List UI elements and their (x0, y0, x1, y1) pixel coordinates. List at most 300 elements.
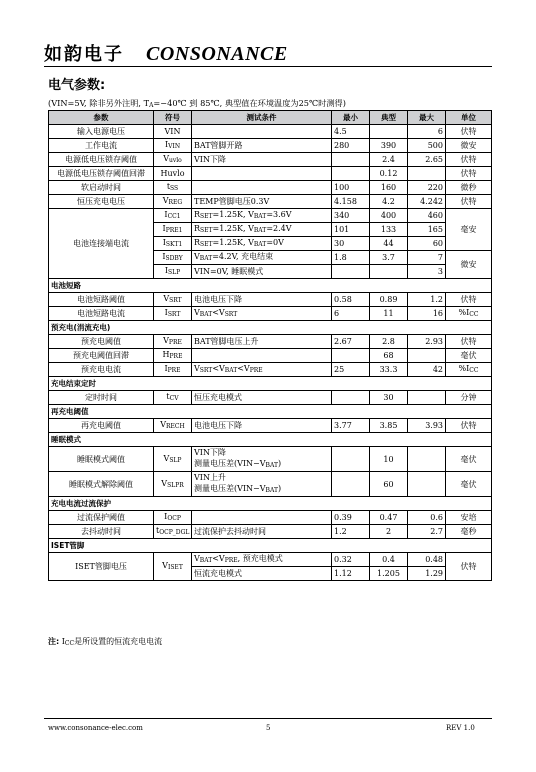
typ-cell: 0.4 (370, 553, 408, 567)
condition-cell (192, 349, 332, 363)
max-cell: 16 (408, 307, 446, 321)
symbol-cell (154, 511, 192, 525)
typ-cell (370, 125, 408, 139)
symbol-cell (154, 195, 192, 209)
header-max: 最大 (408, 111, 446, 125)
cond-line-2-a: 测量电压差(VIN−V (194, 484, 266, 493)
cond-b-sub: PRE (224, 557, 238, 564)
cond-a: R (194, 210, 201, 219)
max-cell: 220 (408, 181, 446, 195)
unit-cell: 毫伏 (446, 349, 492, 363)
symbol-cell (154, 307, 192, 321)
param-cell: 去抖动时间 (49, 525, 154, 539)
param-cell: 睡眠模式解除阈值 (49, 472, 154, 497)
min-cell (332, 391, 370, 405)
symbol-sub: SLPR (167, 481, 184, 489)
symbol-sub: CC1 (167, 213, 181, 220)
param-cell: 电源低电压锁存阈值回滞 (49, 167, 154, 181)
cond-line-2-sub: BAT (265, 487, 278, 494)
table-row (49, 349, 492, 363)
min-cell: 1.8 (332, 251, 370, 265)
page-number: 5 (266, 724, 271, 732)
symbol-cell (154, 223, 192, 237)
footer-website: www.consonance-elec.com (48, 724, 143, 732)
unit-main: %I (458, 308, 470, 317)
param-cell: 定时时间 (49, 391, 154, 405)
max-cell: 0.6 (408, 511, 446, 525)
symbol-cell (154, 237, 192, 251)
typ-cell (370, 265, 408, 279)
param-cell: 恒压充电电压 (49, 195, 154, 209)
max-cell: 500 (408, 139, 446, 153)
unit-cell: 伏特 (446, 125, 492, 139)
symbol-cell (154, 153, 192, 167)
symbol-cell (154, 472, 192, 497)
min-cell: 4.158 (332, 195, 370, 209)
symbol-main: V (163, 294, 170, 303)
min-cell: 30 (332, 237, 370, 251)
symbol-cell (154, 363, 192, 377)
typ-cell: 1.205 (370, 567, 408, 581)
min-cell: 0.32 (332, 553, 370, 567)
unit-cell: 微安 (446, 139, 492, 153)
condition-cell (192, 237, 332, 251)
parameters-table (48, 110, 492, 581)
symbol-sub: CV (169, 395, 179, 402)
symbol-sub: SS (170, 185, 179, 192)
cond-line-1: VIN下降 (194, 448, 226, 457)
condition-cell (192, 223, 332, 237)
symbol-sub: ISET (167, 564, 183, 571)
param-cell: 工作电流 (49, 139, 154, 153)
min-cell (332, 472, 370, 497)
group-label: 睡眠模式 (49, 433, 492, 447)
cond-a-sub: BAT (199, 557, 213, 564)
symbol-sub: PRE1 (165, 227, 183, 234)
unit-cell: 毫安 (446, 209, 492, 251)
symbol-main: I (162, 224, 166, 233)
group-row (49, 377, 492, 391)
condition-cell (192, 307, 332, 321)
unit-cell: 伏特 (446, 167, 492, 181)
min-cell: 280 (332, 139, 370, 153)
symbol-sub: SRT (169, 297, 182, 304)
max-cell: 165 (408, 223, 446, 237)
condition-cell (192, 167, 332, 181)
param-cell: 电池短路电流 (49, 307, 154, 321)
typ-cell: 0.47 (370, 511, 408, 525)
symbol-cell (154, 525, 192, 539)
symbol-sub: OCP (167, 515, 181, 522)
condition-cell: VIN下降 (192, 153, 332, 167)
footnote-text-b: 是所设置的恒流充电电流 (74, 637, 163, 646)
min-cell: 6 (332, 307, 370, 321)
table-row (49, 553, 492, 567)
min-cell: 100 (332, 181, 370, 195)
symbol-sub: SLP (169, 456, 182, 464)
condition-cell (192, 511, 332, 525)
cond-b: =1.25K, V (212, 224, 254, 233)
unit-cell: 伏特 (446, 335, 492, 349)
symbol-sub: PRE (169, 353, 183, 360)
symbol-cell (154, 553, 192, 581)
header-symbol: 符号 (154, 111, 192, 125)
symbol-main: H (162, 350, 170, 359)
group-row (49, 279, 492, 293)
typ-cell: 0.89 (370, 293, 408, 307)
cond-line-2-sub: BAT (265, 462, 278, 469)
symbol-cell (154, 139, 192, 153)
condition-cell: 电池电压下降 (192, 293, 332, 307)
min-cell: 2.67 (332, 335, 370, 349)
symbol-main: I (164, 210, 168, 219)
max-cell: 6 (408, 125, 446, 139)
table-row (49, 391, 492, 405)
cond-a: R (194, 238, 201, 247)
cond-a: V (194, 554, 200, 563)
unit-cell: 毫伏 (446, 472, 492, 497)
header-unit: 单位 (446, 111, 492, 125)
header-divider (44, 66, 492, 67)
cond-b: <V (212, 308, 225, 317)
max-cell: 1.2 (408, 293, 446, 307)
unit-sub: CC (469, 367, 479, 374)
typ-cell: 2.8 (370, 335, 408, 349)
max-cell: 3.93 (408, 419, 446, 433)
typ-cell: 400 (370, 209, 408, 223)
max-cell: 2.7 (408, 525, 446, 539)
condition-cell: BAT管脚电压上升 (192, 335, 332, 349)
conditions-text-b: =−40℃ 到 85℃, 典型值在环境温度为25℃时测得) (153, 98, 346, 108)
group-row (49, 321, 492, 335)
page-header (44, 40, 492, 66)
symbol-main: I (164, 140, 169, 149)
cond-a: R (194, 224, 201, 233)
symbol-main: V (160, 420, 167, 429)
conditions-text-a: (VIN=5V, 除非另外注明, T (48, 98, 150, 108)
max-cell: 2.65 (408, 153, 446, 167)
condition-cell (192, 181, 332, 195)
symbol-cell (154, 419, 192, 433)
min-cell: 1.2 (332, 525, 370, 539)
footnote (48, 636, 162, 647)
cond-b-sub: BAT (253, 213, 267, 220)
unit-main: %I (458, 364, 470, 373)
brand-name-cn: 如韵电子 (44, 44, 124, 65)
header-min: 最小 (332, 111, 370, 125)
min-cell (332, 167, 370, 181)
param-cell: 电源低电压锁存阈值 (49, 153, 154, 167)
table-row (49, 125, 492, 139)
cond-a-sub: SET (200, 213, 213, 220)
footer-divider (44, 718, 492, 719)
param-cell: 输入电源电压 (49, 125, 154, 139)
condition-cell (192, 472, 332, 497)
table-row (49, 181, 492, 195)
cond-line-2 (194, 483, 329, 496)
min-cell (332, 349, 370, 363)
condition-cell: 过流保护去抖动时间 (192, 525, 332, 539)
symbol-main: t (156, 526, 160, 535)
table-row (49, 363, 492, 377)
table-row (49, 307, 492, 321)
min-cell (332, 153, 370, 167)
unit-cell: 分钟 (446, 391, 492, 405)
cond-b-sub: BAT (253, 241, 267, 248)
symbol-sub: SRT (167, 311, 181, 318)
group-row (49, 539, 492, 553)
symbol-cell (154, 265, 192, 279)
footnote-sub: CC (64, 640, 75, 647)
condition-cell (192, 553, 332, 567)
unit-cell: 伏特 (446, 553, 492, 581)
symbol-cell (154, 293, 192, 307)
param-cell: 预充电阈值 (49, 335, 154, 349)
symbol-sub: VIN (168, 143, 181, 150)
condition-cell (192, 209, 332, 223)
unit-cell: 伏特 (446, 419, 492, 433)
symbol-sub: SKT1 (165, 241, 183, 248)
cond-c: , 预充电模式 (237, 554, 283, 563)
cond-b: =1.25K, V (212, 238, 254, 247)
group-row (49, 497, 492, 511)
symbol-main: I (164, 266, 169, 275)
typ-cell: 4.2 (370, 195, 408, 209)
symbol-cell (154, 391, 192, 405)
condition-cell: 恒压充电模式 (192, 391, 332, 405)
table-row (49, 153, 492, 167)
symbol-cell: VIN (154, 125, 192, 139)
min-cell: 340 (332, 209, 370, 223)
cond-a-sub: SRT (199, 367, 213, 374)
symbol-main: V (163, 453, 170, 463)
symbol-main: I (164, 308, 168, 317)
param-cell: ISET管脚电压 (49, 553, 154, 581)
typ-cell: 2.4 (370, 153, 408, 167)
symbol-sub: RECH (166, 423, 185, 430)
table-row (49, 209, 492, 223)
typ-cell: 30 (370, 391, 408, 405)
cond-c: <V (237, 364, 250, 373)
symbol-main: I (164, 364, 168, 373)
typ-cell: 133 (370, 223, 408, 237)
table-row (49, 472, 492, 497)
cond-line-1: VIN上升 (194, 473, 226, 482)
max-cell: 42 (408, 363, 446, 377)
cond-a: V (194, 308, 200, 317)
max-cell: 0.48 (408, 553, 446, 567)
table-row (49, 511, 492, 525)
symbol-sub: SDBY (165, 255, 183, 262)
header-typ: 典型 (370, 111, 408, 125)
min-cell: 25 (332, 363, 370, 377)
unit-cell: 毫伏 (446, 447, 492, 472)
max-cell (408, 447, 446, 472)
max-cell: 4.242 (408, 195, 446, 209)
cond-a: V (194, 252, 200, 261)
cond-line-2-b: ) (277, 459, 282, 468)
condition-cell: 电池电压下降 (192, 419, 332, 433)
symbol-main: V (161, 478, 168, 488)
unit-cell: 微秒 (446, 181, 492, 195)
cond-c: =4.2V, 充电结束 (212, 252, 274, 261)
symbol-main: I (162, 252, 166, 261)
typ-cell: 2 (370, 525, 408, 539)
test-conditions (48, 98, 493, 109)
unit-cell: 伏特 (446, 195, 492, 209)
table-row (49, 525, 492, 539)
param-cell: 软启动时间 (49, 181, 154, 195)
table-row (49, 195, 492, 209)
max-cell: 1.29 (408, 567, 446, 581)
symbol-main: I (164, 512, 168, 521)
cond-b: <V (212, 554, 225, 563)
symbol-main: I (162, 238, 166, 247)
group-label: ISET管脚 (49, 539, 492, 553)
symbol-sub: SLP (168, 269, 181, 276)
cond-c: =2.4V (266, 224, 292, 233)
unit-cell: 伏特 (446, 293, 492, 307)
typ-cell: 160 (370, 181, 408, 195)
typ-cell: 44 (370, 237, 408, 251)
condition-cell (192, 447, 332, 472)
typ-cell: 60 (370, 472, 408, 497)
condition-cell (192, 125, 332, 139)
group-row (49, 405, 492, 419)
min-cell: 1.12 (332, 567, 370, 581)
group-label: 再充电阈值 (49, 405, 492, 419)
cond-b-sub: BAT (253, 227, 267, 234)
typ-cell: 33.3 (370, 363, 408, 377)
typ-cell: 68 (370, 349, 408, 363)
cond-c: =3.6V (266, 210, 292, 219)
unit-cell: 微安 (446, 251, 492, 279)
condition-cell: TEMP管脚电压0.3V (192, 195, 332, 209)
typ-cell: 3.7 (370, 251, 408, 265)
param-cell: 过流保护阈值 (49, 511, 154, 525)
group-label: 充电结束定时 (49, 377, 492, 391)
typ-cell: 3.85 (370, 419, 408, 433)
max-cell: 60 (408, 237, 446, 251)
brand-name-en: CONSONANCE (146, 43, 288, 65)
min-cell: 3.77 (332, 419, 370, 433)
max-cell: 460 (408, 209, 446, 223)
max-cell (408, 167, 446, 181)
min-cell: 4.5 (332, 125, 370, 139)
cond-a-sub: BAT (199, 255, 213, 262)
header-param: 参数 (49, 111, 154, 125)
param-cell: 电池短路阈值 (49, 293, 154, 307)
cond-b-sub: SRT (224, 311, 238, 318)
symbol-sub: PRE (167, 367, 181, 374)
unit-cell: 安培 (446, 511, 492, 525)
min-cell (332, 447, 370, 472)
condition-cell (192, 363, 332, 377)
section-title: 电气参数: (48, 78, 106, 93)
symbol-cell: Huvlo (154, 167, 192, 181)
cond-a-sub: BAT (199, 311, 213, 318)
typ-cell: 0.12 (370, 167, 408, 181)
symbol-cell (154, 251, 192, 265)
unit-cell: 伏特 (446, 153, 492, 167)
table-row (49, 447, 492, 472)
symbol-sub: PRE (168, 339, 182, 346)
symbol-sub: uvlo (168, 157, 182, 164)
param-cell: 睡眠模式阈值 (49, 447, 154, 472)
group-label: 预充电(涓流充电) (49, 321, 492, 335)
cond-c-sub: PRE (249, 367, 263, 374)
conditions-sub: A (149, 102, 154, 109)
max-cell (408, 349, 446, 363)
typ-cell: 10 (370, 447, 408, 472)
header-conditions: 测试条件 (192, 111, 332, 125)
min-cell: 0.58 (332, 293, 370, 307)
cond-line-2-a: 测量电压差(VIN−V (194, 459, 266, 468)
unit-sub: CC (469, 311, 479, 318)
group-row (49, 433, 492, 447)
symbol-cell (154, 349, 192, 363)
group-label: 充电电流过流保护 (49, 497, 492, 511)
param-cell: 预充电阈值回滞 (49, 349, 154, 363)
cond-c: =0V (266, 238, 284, 247)
table-row (49, 139, 492, 153)
typ-cell: 390 (370, 139, 408, 153)
table-row (49, 335, 492, 349)
min-cell: 0.39 (332, 511, 370, 525)
symbol-sub: OCP_DGL (159, 529, 190, 536)
symbol-main: V (162, 196, 169, 205)
cond-a: V (194, 364, 200, 373)
cond-b-sub: BAT (224, 367, 238, 374)
unit-cell (446, 307, 492, 321)
table-row (49, 419, 492, 433)
symbol-sub: REG (168, 199, 183, 206)
param-cell: 再充电阈值 (49, 419, 154, 433)
cond-b: <V (212, 364, 225, 373)
max-cell (408, 472, 446, 497)
cond-b: =1.25K, V (212, 210, 254, 219)
min-cell (332, 265, 370, 279)
table-row (49, 167, 492, 181)
revision-label: REV 1.0 (446, 724, 475, 732)
max-cell: 2.93 (408, 335, 446, 349)
param-cell: 电池连接端电流 (49, 209, 154, 279)
max-cell (408, 391, 446, 405)
table-header-row (49, 111, 492, 125)
symbol-main: t (166, 182, 171, 191)
min-cell: 101 (332, 223, 370, 237)
condition-cell: 恒流充电模式 (192, 567, 332, 581)
symbol-cell (154, 447, 192, 472)
group-label: 电池短路 (49, 279, 492, 293)
table-row (49, 293, 492, 307)
symbol-main: V (163, 154, 169, 163)
unit-cell (446, 363, 492, 377)
condition-cell: BAT管脚开路 (192, 139, 332, 153)
cond-a-sub: SET (200, 241, 213, 248)
footnote-label: 注: (48, 637, 60, 646)
typ-cell: 11 (370, 307, 408, 321)
condition-cell: VIN=0V, 睡眠模式 (192, 265, 332, 279)
symbol-main: V (163, 336, 169, 345)
cond-a-sub: SET (200, 227, 213, 234)
symbol-main: t (166, 392, 170, 401)
symbol-cell (154, 181, 192, 195)
cond-line-2 (194, 458, 329, 471)
symbol-cell (154, 209, 192, 223)
max-cell: 7 (408, 251, 446, 265)
symbol-main: V (162, 561, 168, 570)
